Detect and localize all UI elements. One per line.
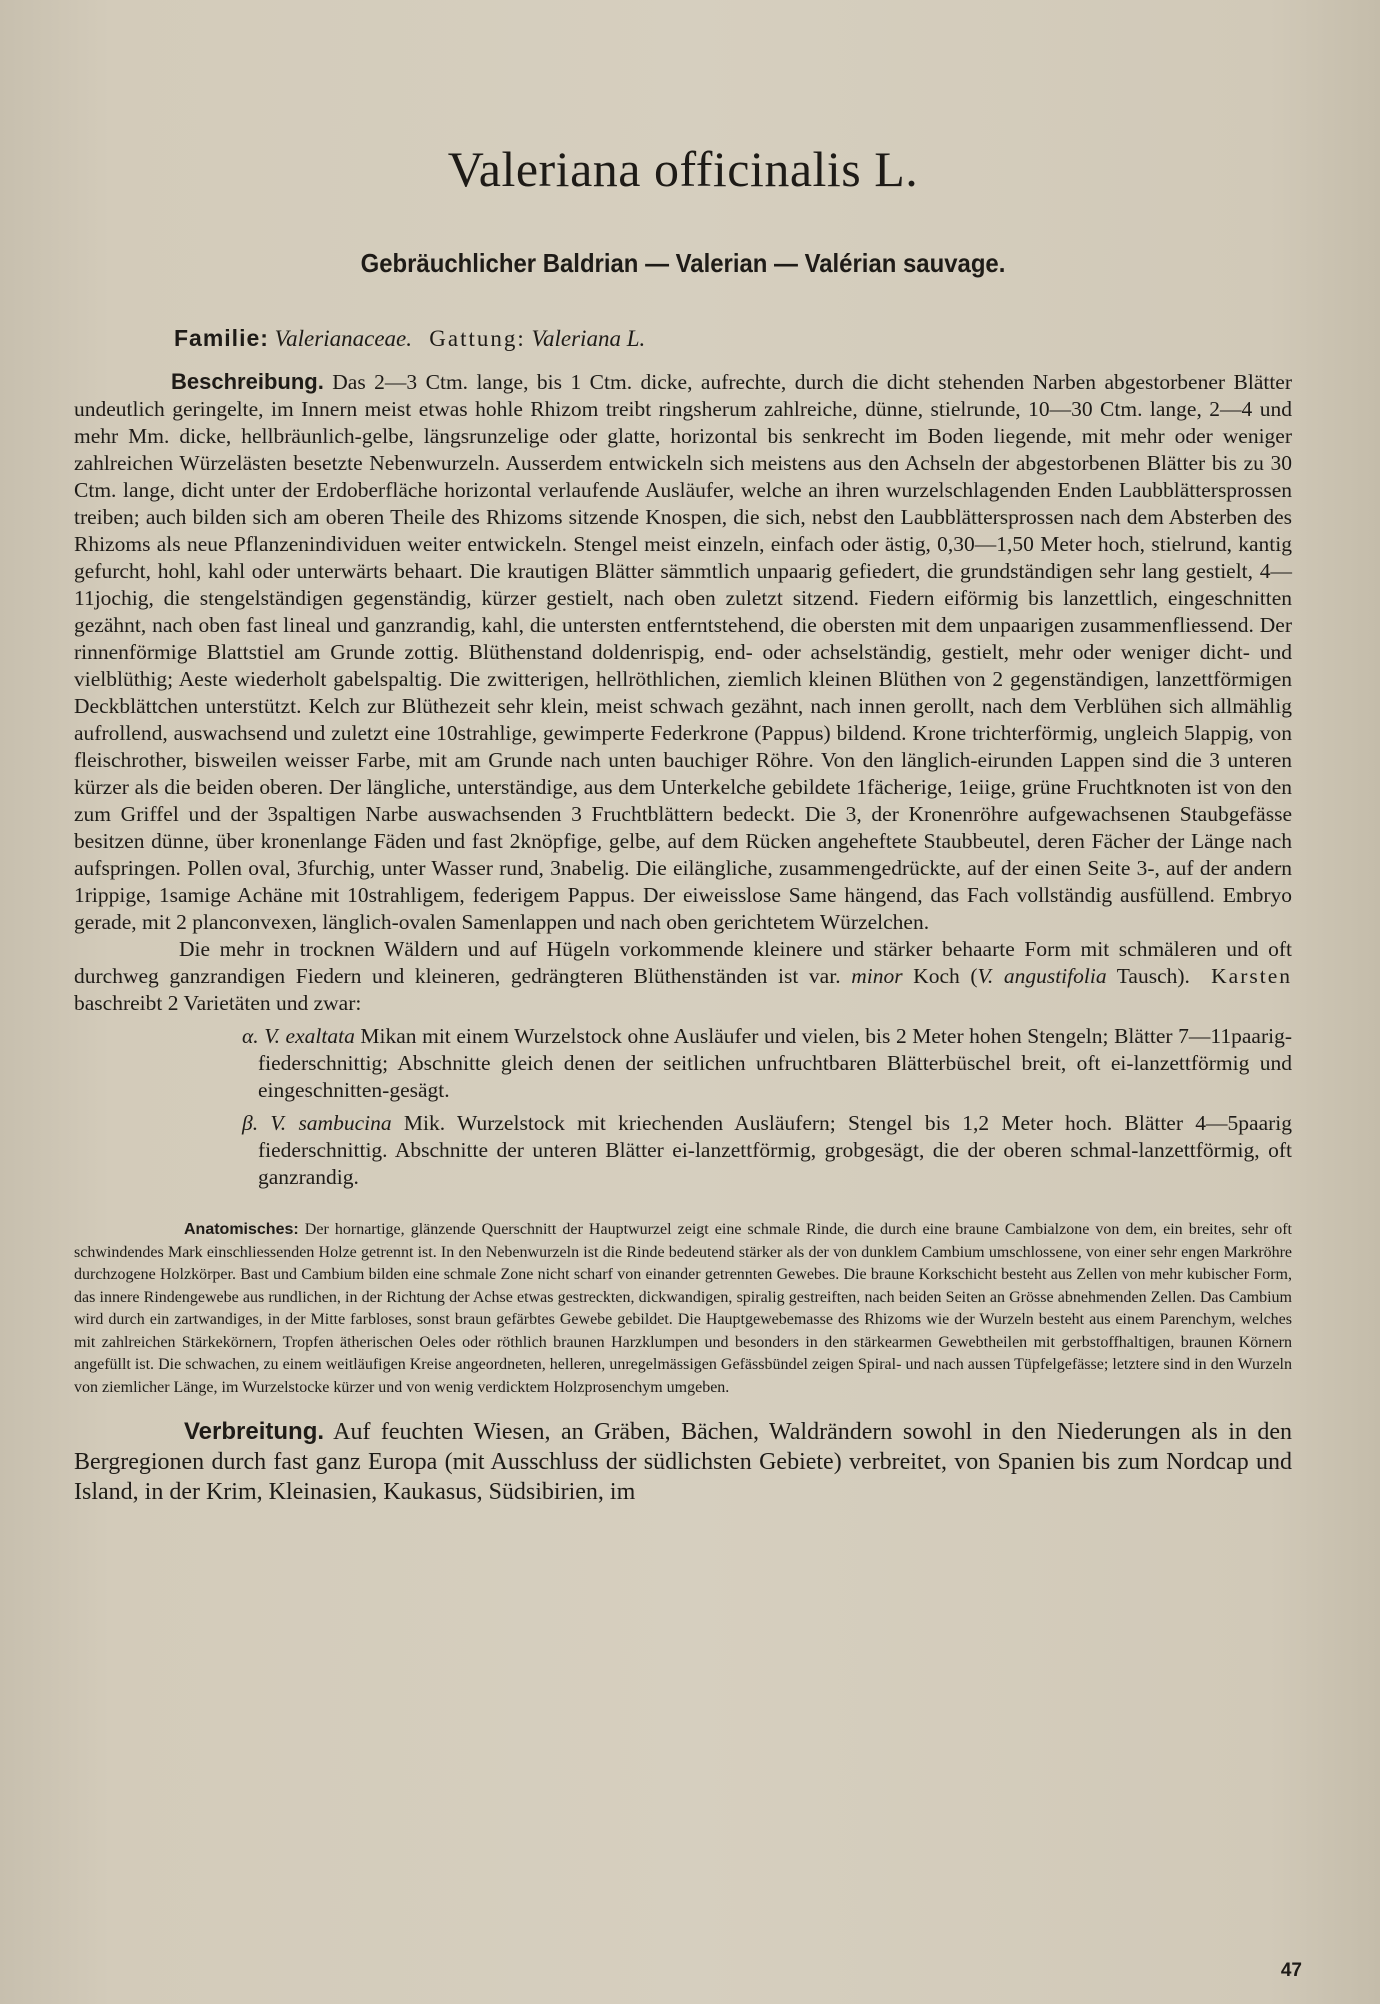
form-text-2: Koch ( [913, 964, 978, 988]
variety-item [242, 1023, 1292, 1104]
genus-label: Gattung: [429, 326, 526, 351]
description-heading: Beschreibung. [171, 369, 324, 394]
taxonomy-line [174, 325, 1292, 352]
variety-item [242, 1110, 1292, 1191]
var-angustifolia: V. angustifolia [977, 964, 1107, 988]
form-text-1: Die mehr in trocknen Wäldern und auf Hügeln vorkommende kleinere und stärker behaarte Form mit schmäleren und oft durchweg ganzrandigen Fiedern und kleineren, gedrängteren Blüthenständen ist var. [74, 937, 1292, 988]
form-text-4: baschreibt 2 Varietäten und zwar: [74, 991, 362, 1015]
variety-text: Mik. Wurzelstock mit kriechenden Ausläufern; Stengel bis 1,2 Meter hoch. Blätter 4—5paarig fiederschnittig. Abschnitte der unteren Blätter ei-lanzettförmig, grobgesägt, die der oberen schmal-lanzettförmig, oft ganzrandig. [258, 1111, 1293, 1189]
page-number: 47 [1280, 1960, 1302, 1981]
family-label: Familie: [174, 325, 269, 351]
anatomy-heading: Anatomisches: [184, 1221, 299, 1238]
page-title: Valeriana officinalis L. [447, 141, 919, 197]
distribution-paragraph [74, 1417, 1292, 1507]
form-paragraph [74, 936, 1292, 1017]
var-minor: minor [851, 964, 903, 988]
description-paragraph [74, 368, 1292, 936]
variety-name: V. exaltata [264, 1024, 355, 1048]
genus-name: Valeriana L. [531, 326, 646, 351]
variety-marker: β. [242, 1111, 259, 1135]
anatomy-text: Der hornartige, glänzende Querschnitt der Hauptwurzel zeigt eine schmale Rinde, die durch eine braune Cambialzone von dem, ein breites, sehr oft schwindendes Mark einschliessenden Holze getrennt ist. In den Nebenwurzeln ist die Rinde bedeutend stärker als der von dunklem Cambium umschlossene, von einer sehr engen Markröhre durchzogene Holzkörper. Bast und Cambium bilden eine schmale Zone nicht scharf von einander getrennten Gewebes. Die braune Korkschicht besteht aus Zellen von mehr kubischer Form, das innere Rindengewebe aus rundlichen, in der Richtung der Achse etwas gestreckten, dickwandigen, spiralig gestreiften, nach beiden Seiten an Grösse abnehmenden Zellen. Das Cambium wird durch ein zartwandiges, in der Mitte farbloses, sonst braun gefärbtes Gewebe gebildet. Die Hauptgewebemasse des Rhizoms wie der Wurzeln besteht aus einem Parenchym, welches mit zahlreichen Stärkekörnern, Tropfen ätherischen Oeles oder röthlich braunen Harzklumpen und besonders in den stärkearmen Gewebtheilen mit gerbstoffhaltigen, braunen Körnern angefüllt ist. Die schwachen, zu einem weitläufigen Kreise angeordneten, helleren, unregelmässigen Gefässbündel zeigen Spiral- und nach aussen Tüpfelgefässe; letztere sind in den Wurzeln von ziemlicher Länge, im Wurzelstocke kürzer und von wenig verdicktem Holzprosenchym umgeben. [74, 1221, 1293, 1396]
author-karsten: Karsten [1211, 964, 1292, 988]
variety-name: V. sambucina [270, 1111, 392, 1135]
description-text: Das 2—3 Ctm. lange, bis 1 Ctm. dicke, aufrechte, durch die dicht stehenden Narben abgestorbener Blätter undeutlich geringelte, im Innern meist etwas hohle Rhizom treibt ringsherum zahlreiche, dünne, stielrunde, 10—30 Ctm. lange, 2—4 und mehr Mm. dicke, hellbräunlich-gelbe, längsrunzelige oder glatte, horizontal bis senkrecht im Boden liegende, mit mehr oder weniger zahlreichen Würzelästen besetzte Nebenwurzeln. Ausserdem entwickeln sich meistens aus den Achseln der abgestorbenen Blätter bis zu 30 Ctm. lange, dicht unter der Erdoberfläche horizontal verlaufende Ausläufer, welche an ihren wurzelschlagenden Enden Laubblättersprossen treiben; auch bilden sich am oberen Theile des Rhizoms sitzende Knospen, die sich, nebst den Laubblättersprossen nach dem Absterben des Rhizoms als neue Pflanzenindividuen weiter entwickeln. Stengel meist einzeln, einfach oder ästig, 0,30—1,50 Meter hoch, stielrund, kantig gefurcht, hohl, kahl oder unterwärts behaart. Die krautigen Blätter sämmtlich unpaarig gefiedert, die grundständigen sehr lang gestielt, 4—11jochig, die stengelständigen gegenständig, kürzer gestielt, nach oben zuletzt sitzend. Fiedern eiförmig bis lanzettlich, eingeschnitten gezähnt, nach oben fast lineal und ganzrandig, kahl, die untersten entferntstehend, die obersten mit dem unpaarigen zusammenfliessend. Der rinnenförmige Blattstiel am Grunde zottig. Blüthenstand doldenrispig, end- oder achselständig, gestielt, mehr oder weniger dicht- und vielblüthig; Aeste wiederholt gabelspaltig. Die zwitterigen, hellröthlichen, ziemlich kleinen Blüthen von 2 gegenständigen, lanzettförmigen Deckblättchen unterstützt. Kelch zur Blüthezeit sehr klein, meist schwach gezähnt, nach innen gerollt, nach dem Verblühen sich allmählig aufrollend, auswachsend und zuletzt eine 10strahlige, gewimperte Federkrone (Pappus) bildend. Krone trichterförmig, ungleich 5lappig, von fleischrother, bisweilen weisser Farbe, mit am Grunde nach unten bauchiger Röhre. Von den länglich-eirunden Lappen sind die 3 unteren kürzer als die beiden oberen. Der längliche, unterständige, aus dem Unterkelche gebildete 1fächerige, 1eiige, grüne Fruchtknoten ist von den zum Griffel und der 3spaltigen Narbe auswachsenden 3 Fruchtblättern bedeckt. Die 3, der Kronenröhre aufgewachsenen Staubgefässe besitzen dünne, über kronenlange Fäden und fast 2knöpfige, gelbe, auf dem Rücken angeheftete Staubbeutel, deren Fächer der Länge nach aufspringen. Pollen oval, 3furchig, unter Wasser rund, 3nabelig. Die eilängliche, zusammengedrückte, auf der einen Seite 3-, auf der andern 1rippige, 1samige Achäne mit 10strahligem, federigem Pappus. Der eiweisslose Same hängend, das Fach vollständig ausfüllend. Embryo gerade, mit 2 planconvexen, länglich-ovalen Samenlappen und nach oben gerichtetem Würzelchen. [74, 370, 1293, 934]
variety-text: Mikan mit einem Wurzelstock ohne Ausläufer und vielen, bis 2 Meter hohen Stengeln; Blätter 7—11paarig-fiederschnittig; Abschnitte gleich denen der seitlichen unfruchtbaren Blätterbüschel breit, oft ei-lanzettförmig und eingeschnitten-gesägt. [258, 1024, 1292, 1102]
anatomy-paragraph [74, 1219, 1292, 1399]
form-text-3: Tausch). [1116, 964, 1190, 988]
family-name: Valerianaceae. [274, 326, 412, 351]
distribution-text: Auf feuchten Wiesen, an Gräben, Bächen, Waldrändern sowohl in den Niederungen als in den Bergregionen durch fast ganz Europa (mit Ausschluss der südlichsten Gebiete) verbreitet, von Spanien bis zum Nordcap und Island, in der Krim, Kleinasien, Kaukasus, Südsibirien, im [74, 1419, 1292, 1505]
variety-marker: α. [242, 1024, 259, 1048]
distribution-heading: Verbreitung. [184, 1418, 325, 1445]
common-names-subtitle: Gebräuchlicher Baldrian — Valerian — Valérian sauvage. [360, 248, 1006, 278]
